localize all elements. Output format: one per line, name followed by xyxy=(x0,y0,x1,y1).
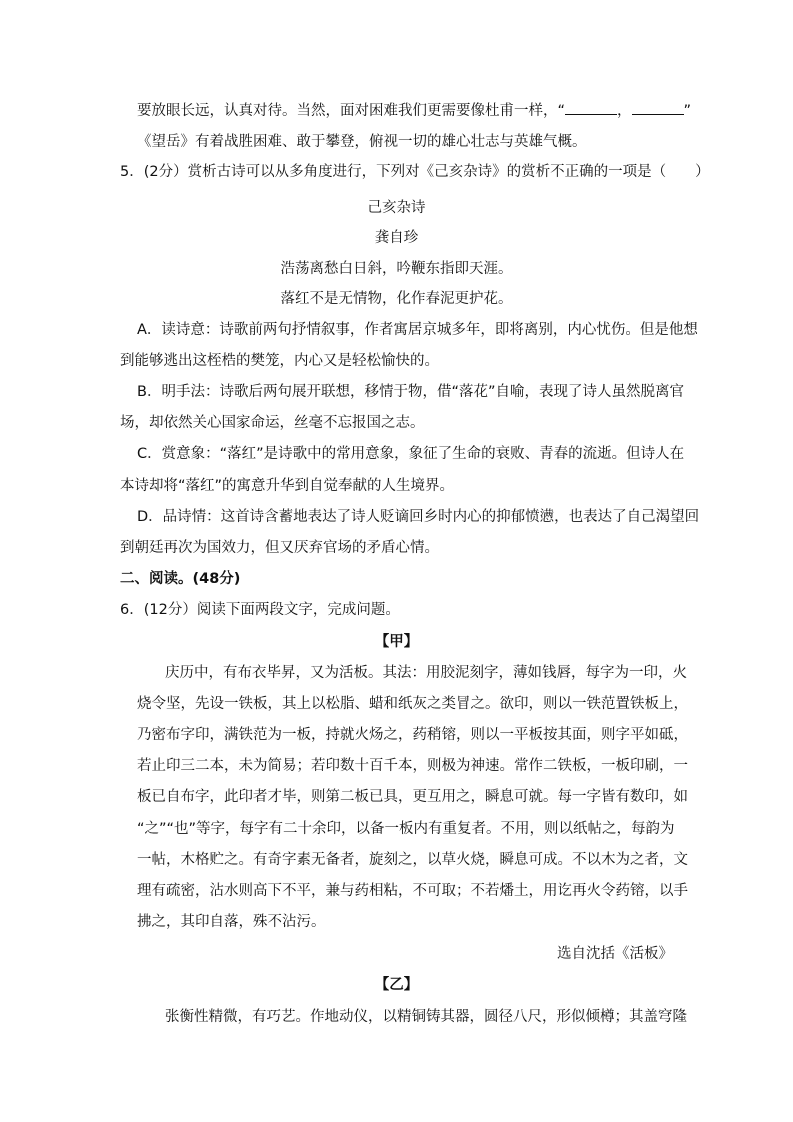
option-d-line-1: D．品诗情：这首诗含蓄地表达了诗人贬谪回乡时内心的抑郁愤懑，也表达了自己渴望回 xyxy=(137,509,700,525)
answer-blank-1[interactable] xyxy=(565,100,617,115)
poem-author: 龚自珍 xyxy=(374,230,419,246)
jia-line-1: 庆历中，有布衣毕昇，又为活板。其法：用胶泥刻字，薄如钱唇，每字为一印，火 xyxy=(165,665,687,681)
option-b-line-2: 场，却依然关心国家命运，丝毫不忘报国之志。 xyxy=(120,415,425,431)
jia-source: 选自沈括《活板》 xyxy=(557,946,673,962)
option-c-line-1: C．赏意象：“落红”是诗歌中的常用意象，象征了生命的衰败、青春的流逝。但诗人在 xyxy=(137,446,685,462)
q4-line-1-text: 要放眼长远，认真对待。当然，面对困难我们更需要像杜甫一样，“ xyxy=(137,103,566,119)
jia-line-9: 拂之，其印自落，殊不沾污。 xyxy=(137,914,326,930)
jia-line-2: 烧令坚，先设一铁板，其上以松脂、蜡和纸灰之类冒之。欲印，则以一铁范置铁板上， xyxy=(137,696,688,712)
passage-jia-label: 【甲】 xyxy=(374,634,419,650)
jia-line-8: 理有疏密，沾水则高下不平，兼与药相粘，不可取；不若燔土，用讫再火令药镕，以手 xyxy=(137,883,688,899)
jia-line-5: 板已自布字，此印者才毕，则第二板已具，更互用之，瞬息可就。每一字皆有数印，如 xyxy=(137,789,688,805)
q4-line-1-end: ” xyxy=(683,103,692,119)
q4-line-1-sep: ， xyxy=(617,103,632,119)
q6-stem: 6．(12分）阅读下面两段文字，完成问题。 xyxy=(120,602,400,618)
q5-stem: 5．(2分）赏析古诗可以从多角度进行，下列对《己亥杂诗》的赏析不正确的一项是（ ） xyxy=(120,164,710,180)
jia-line-3: 乃密布字印，满铁范为一板，持就火炀之，药稍镕，则以一平板按其面，则字平如砥， xyxy=(137,727,688,743)
option-d-line-2: 到朝廷再次为国效力，但又厌弃官场的矛盾心情。 xyxy=(120,540,439,556)
jia-line-6: “之”“也”等字，每字有二十余印，以备一板内有重复者。不用，则以纸帖之，每韵为 xyxy=(137,821,675,837)
jia-line-4: 若止印三二本，未为简易；若印数十百千本，则极为神速。常作二铁板，一板印刷，一 xyxy=(137,758,688,774)
poem-title: 己亥杂诗 xyxy=(367,200,426,216)
poem-line-2: 落红不是无情物，化作春泥更护花。 xyxy=(280,291,513,307)
option-c-line-2: 本诗却将“落红”的寓意升华到自觉奉献的人生境界。 xyxy=(120,478,455,494)
poem-line-1: 浩荡离愁白日斜，吟鞭东指即天涯。 xyxy=(280,261,513,277)
answer-blank-2[interactable] xyxy=(632,100,684,115)
option-b-line-1: B．明手法：诗歌后两句展开联想，移情于物，借“落花”自喻，表现了诗人虽然脱离官 xyxy=(137,384,684,400)
option-a-line-1: A．读诗意：诗歌前两句抒情叙事，作者寓居京城多年，即将离别，内心忧伤。但是他想 xyxy=(137,322,698,338)
passage-yi-label: 【乙】 xyxy=(374,977,419,993)
option-a-line-2: 到能够逃出这桎梏的樊笼，内心又是轻松愉快的。 xyxy=(120,353,439,369)
jia-line-7: 一帖，木格贮之。有奇字素无备者，旋刻之，以草火烧，瞬息可成。不以木为之者，文 xyxy=(137,852,688,868)
yi-line-1: 张衡性精微，有巧艺。作地动仪，以精铜铸其器，圆径八尺，形似倾樽；其盖穹隆 xyxy=(165,1009,687,1025)
q4-line-2: 《望岳》有着战胜困难、敢于攀登，俯视一切的雄心壮志与英雄气概。 xyxy=(137,134,587,150)
q4-line-1 xyxy=(137,100,691,120)
section-heading: 二、阅读。(48分) xyxy=(120,571,241,587)
